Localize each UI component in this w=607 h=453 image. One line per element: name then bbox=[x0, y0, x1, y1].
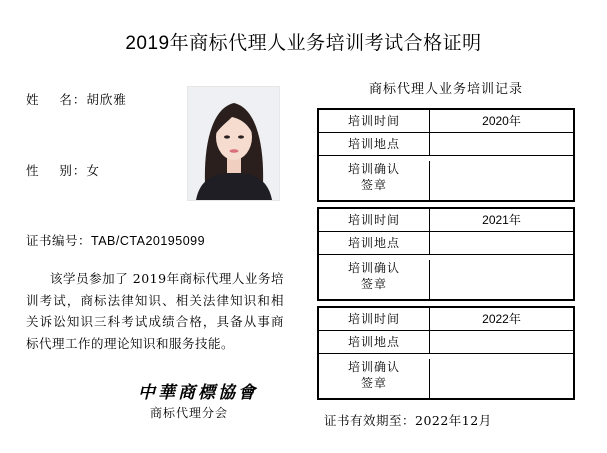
validity-date: 证书有效期至：2022年12月 bbox=[324, 413, 492, 428]
confirm-line1: 培训确认 bbox=[347, 261, 400, 275]
page-title: 2019年商标代理人业务培训考试合格证明 bbox=[125, 33, 482, 54]
id-photo bbox=[187, 86, 280, 201]
confirm-label bbox=[319, 161, 430, 200]
certificate-number bbox=[26, 231, 205, 249]
gender-row bbox=[26, 161, 100, 179]
cert-label: 证书编号： bbox=[26, 233, 92, 248]
records-title: 商标代理人业务培训记录 bbox=[368, 82, 523, 97]
confirm-line2: 签章 bbox=[360, 178, 387, 192]
year-value: 2020年 bbox=[482, 114, 521, 128]
confirm-label bbox=[319, 359, 430, 398]
place-value bbox=[430, 232, 573, 254]
portrait-image bbox=[188, 87, 279, 200]
confirm-line1: 培训确认 bbox=[347, 162, 400, 176]
record-table-2021 bbox=[317, 207, 575, 301]
confirm-line1: 培训确认 bbox=[347, 360, 400, 374]
place-label: 培训地点 bbox=[319, 133, 430, 155]
place-label: 培训地点 bbox=[319, 331, 430, 353]
branch-name: 商标代理分会 bbox=[150, 406, 229, 420]
place-value bbox=[430, 133, 573, 155]
year-value: 2022年 bbox=[482, 312, 521, 326]
association-signature: 中華商標協會 bbox=[138, 383, 258, 403]
record-table-2020 bbox=[317, 108, 575, 202]
place-value bbox=[430, 331, 573, 353]
confirm-value bbox=[430, 359, 573, 398]
statement-paragraph: 该学员参加了 2019年商标代理人业务培训考试，商标法律知识、相关法律知识和相关诉讼知识三科考试成绩合格，具备从事商标代理工作的理论知识和服务技能。 bbox=[26, 271, 284, 351]
record-table-2022 bbox=[317, 306, 575, 400]
confirm-value bbox=[430, 260, 573, 299]
place-label: 培训地点 bbox=[319, 232, 430, 254]
confirm-label bbox=[319, 260, 430, 299]
confirm-value bbox=[430, 161, 573, 200]
name-row bbox=[26, 90, 127, 108]
confirm-line2: 签章 bbox=[360, 376, 387, 390]
year-value: 2021年 bbox=[482, 213, 521, 227]
gender-value: 女 bbox=[86, 163, 100, 178]
time-label: 培训时间 bbox=[319, 209, 430, 231]
gender-label: 性 别： bbox=[26, 163, 87, 178]
cert-value: TAB/CTA20195099 bbox=[91, 234, 206, 248]
name-value: 胡欣雅 bbox=[86, 92, 127, 107]
time-label: 培训时间 bbox=[319, 308, 430, 330]
name-label: 姓 名： bbox=[26, 92, 87, 107]
time-label: 培训时间 bbox=[319, 110, 430, 132]
confirm-line2: 签章 bbox=[360, 277, 387, 291]
